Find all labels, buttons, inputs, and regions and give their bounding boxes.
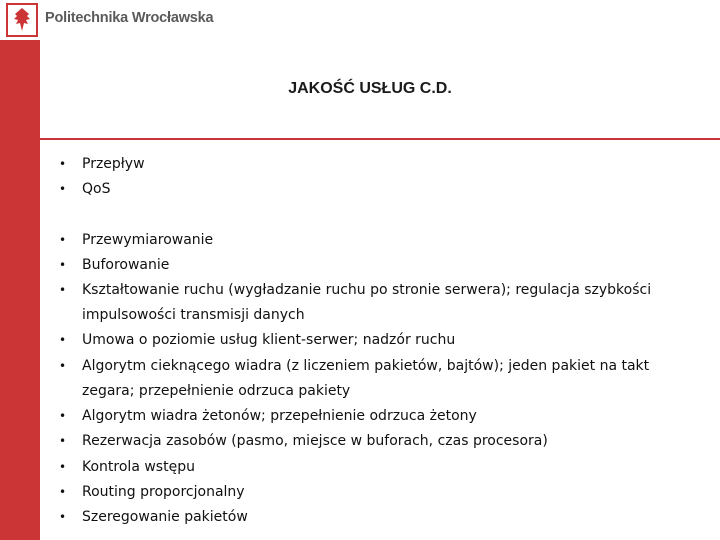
bullet-dot-icon: • bbox=[59, 510, 67, 524]
left-accent-stripe bbox=[0, 40, 40, 540]
bullet-dot-icon: • bbox=[59, 485, 67, 499]
bullet-dot-icon: • bbox=[59, 460, 67, 474]
university-name: Politechnika Wrocławska bbox=[45, 10, 214, 26]
university-emblem-icon bbox=[6, 3, 38, 37]
bullet-dot-icon: • bbox=[59, 409, 67, 423]
bullet-dot-icon: • bbox=[59, 157, 67, 171]
bullet-dot-icon: • bbox=[59, 283, 67, 297]
header-bar bbox=[0, 0, 720, 40]
slide-content: • Przepływ • QoS • Przewymiarowanie • Buforowanie • Kształtowanie ruchu (wygładzanie ruchu po stronie serwera); regulacja szybkości impulsowości transmisji danych • Umowa o poziomie usług klient-serwer; nadzór ruchu • Algorytm cieknącego wiadra (z liczeniem pakietów, bajtów); jeden pakiet na takt zegara; przepełnienie odrzuca pakiety • Algorytm wiadra żetonów; przepełnienie odrzuca żetony • Rezerwacja zasobów (pasmo, miejsce w buforach, czas procesora) • Kontrola wstępu • Routing proporcjonalny • Szeregowanie pakietów bbox=[40, 140, 720, 540]
bullet-dot-icon: • bbox=[59, 333, 67, 347]
bullet-dot-icon: • bbox=[59, 233, 67, 247]
bullet-dot-icon: • bbox=[59, 258, 67, 272]
bullet-dot-icon: • bbox=[59, 434, 67, 448]
bullet-dot-icon: • bbox=[59, 182, 67, 196]
bullet-dot-icon: • bbox=[59, 359, 67, 373]
slide-title: JAKOŚĆ USŁUG C.D. bbox=[288, 80, 452, 97]
